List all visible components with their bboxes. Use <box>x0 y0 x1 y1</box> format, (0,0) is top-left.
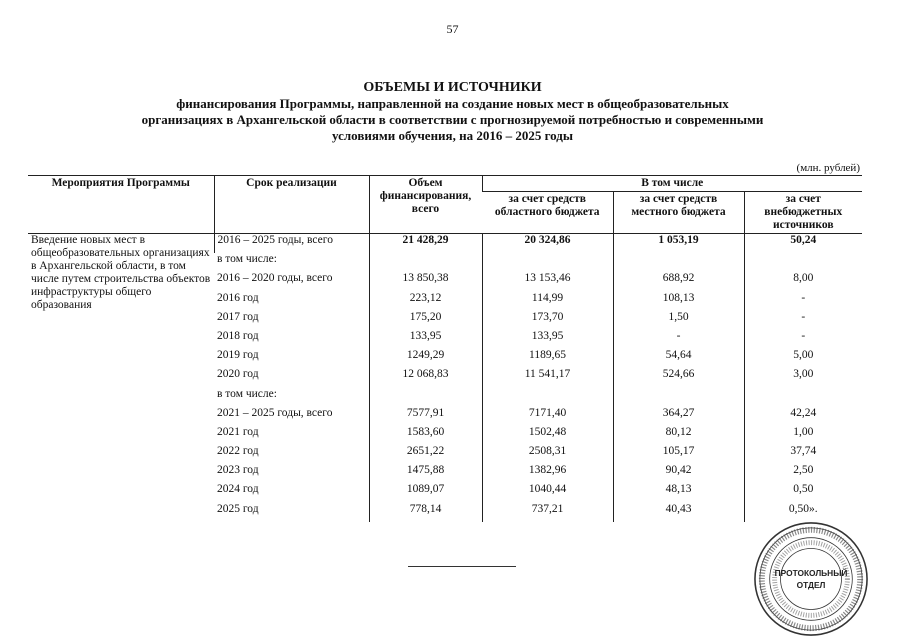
document-title <box>60 80 845 144</box>
page-number: 57 <box>446 22 459 36</box>
local-cell: 1,50 <box>613 311 744 330</box>
local-cell: 40,43 <box>613 503 744 522</box>
extra-cell <box>744 388 862 407</box>
local-cell: 80,12 <box>613 426 744 445</box>
term-cell: 2018 год <box>217 329 259 342</box>
header-activity: Мероприятия Программы <box>28 176 214 234</box>
extra-cell: 50,24 <box>744 234 862 254</box>
total-cell: 21 428,29 <box>369 234 482 254</box>
extra-cell: 42,24 <box>744 407 862 426</box>
regional-cell <box>482 388 613 407</box>
protocol-stamp <box>752 520 870 638</box>
total-cell: 133,95 <box>369 330 482 349</box>
term-cell: 2017 год <box>217 310 259 323</box>
header-regional: за счет средств областного бюджета <box>482 192 613 234</box>
term-cell: в том числе: <box>217 387 277 400</box>
regional-cell: 1189,65 <box>482 349 613 368</box>
total-cell: 778,14 <box>369 503 482 522</box>
regional-cell: 13 153,46 <box>482 272 613 291</box>
local-cell: 90,42 <box>613 464 744 483</box>
extra-cell: - <box>744 311 862 330</box>
term-cell: 2016 – 2025 годы, всего <box>214 234 369 254</box>
term-cell: 2019 год <box>217 349 259 362</box>
extra-cell: 0,50 <box>744 483 862 502</box>
stamp-text-line-1: ПРОТОКОЛЬНЫЙ <box>774 568 848 579</box>
regional-cell: 1382,96 <box>482 464 613 483</box>
header-extrabudget: за счет внебюджетных источников <box>744 192 862 234</box>
total-cell: 12 068,83 <box>369 368 482 387</box>
term-cell: 2016 год <box>217 291 259 304</box>
title-main: ОБЪЕМЫ И ИСТОЧНИКИ <box>363 80 542 95</box>
signature-line <box>408 566 516 567</box>
regional-cell: 2508,31 <box>482 445 613 464</box>
extra-cell <box>744 253 862 272</box>
regional-cell: 737,21 <box>482 503 613 522</box>
total-cell <box>369 253 482 272</box>
header-local: за счет средств местного бюджета <box>613 192 744 234</box>
extra-cell: 37,74 <box>744 445 862 464</box>
regional-cell <box>482 253 613 272</box>
term-cell: 2025 год <box>217 502 259 515</box>
term-cell: 2022 год <box>217 445 259 458</box>
extra-cell: 8,00 <box>744 272 862 291</box>
local-cell: - <box>613 330 744 349</box>
header-term: Срок реализации <box>214 176 369 234</box>
regional-cell: 114,99 <box>482 292 613 311</box>
activity-description: Введение новых мест в общеобразовательных организациях в Архангельской области, в том числе путем строительства объектов инфраструктуры общего образования <box>31 234 211 311</box>
total-cell: 1249,29 <box>369 349 482 368</box>
stamp-text-line-2: ОТДЕЛ <box>796 579 826 590</box>
total-cell: 1583,60 <box>369 426 482 445</box>
title-line-2: организациях в Архангельской области в соответствии с прогнозируемой потребностью и современными <box>141 112 764 127</box>
local-cell: 108,13 <box>613 292 744 311</box>
table-row <box>28 234 862 254</box>
local-cell: 364,27 <box>613 407 744 426</box>
term-cell: 2021 – 2025 годы, всего <box>217 406 333 419</box>
extra-cell: 0,50». <box>744 503 862 522</box>
local-cell: 688,92 <box>613 272 744 291</box>
extra-cell: - <box>744 330 862 349</box>
term-cell: в том числе: <box>217 253 277 266</box>
table-body <box>28 234 862 522</box>
local-cell: 48,13 <box>613 483 744 502</box>
local-cell: 54,64 <box>613 349 744 368</box>
term-cell: 2016 – 2020 годы, всего <box>217 272 333 285</box>
total-cell: 13 850,38 <box>369 272 482 291</box>
title-line-3: условиями обучения, на 2016 – 2025 годы <box>331 128 574 143</box>
total-cell: 1089,07 <box>369 483 482 502</box>
local-cell: 1 053,19 <box>613 234 744 254</box>
financing-table <box>28 175 862 522</box>
title-line-1: финансирования Программы, направленной на создание новых мест в общеобразовательных <box>176 96 729 111</box>
extra-cell: - <box>744 292 862 311</box>
total-cell: 223,12 <box>369 292 482 311</box>
regional-cell: 11 541,17 <box>482 368 613 387</box>
total-cell: 7577,91 <box>369 407 482 426</box>
extra-cell: 2,50 <box>744 464 862 483</box>
term-cell: 2020 год <box>217 368 259 381</box>
regional-cell: 7171,40 <box>482 407 613 426</box>
term-cell: 2023 год <box>217 464 259 477</box>
regional-cell: 1040,44 <box>482 483 613 502</box>
local-cell: 524,66 <box>613 368 744 387</box>
header-total: Объем финансирования, всего <box>369 176 482 234</box>
extra-cell: 5,00 <box>744 349 862 368</box>
total-cell <box>369 388 482 407</box>
header-including: В том числе <box>482 176 862 192</box>
units-note: (млн. рублей) <box>796 162 860 174</box>
local-cell <box>613 388 744 407</box>
total-cell: 2651,22 <box>369 445 482 464</box>
term-cell: 2021 год <box>217 425 259 438</box>
total-cell: 175,20 <box>369 311 482 330</box>
term-cell: 2024 год <box>217 483 259 496</box>
regional-cell: 173,70 <box>482 311 613 330</box>
regional-cell: 1502,48 <box>482 426 613 445</box>
regional-cell: 20 324,86 <box>482 234 613 254</box>
local-cell <box>613 253 744 272</box>
regional-cell: 133,95 <box>482 330 613 349</box>
total-cell: 1475,88 <box>369 464 482 483</box>
local-cell: 105,17 <box>613 445 744 464</box>
extra-cell: 3,00 <box>744 368 862 387</box>
extra-cell: 1,00 <box>744 426 862 445</box>
